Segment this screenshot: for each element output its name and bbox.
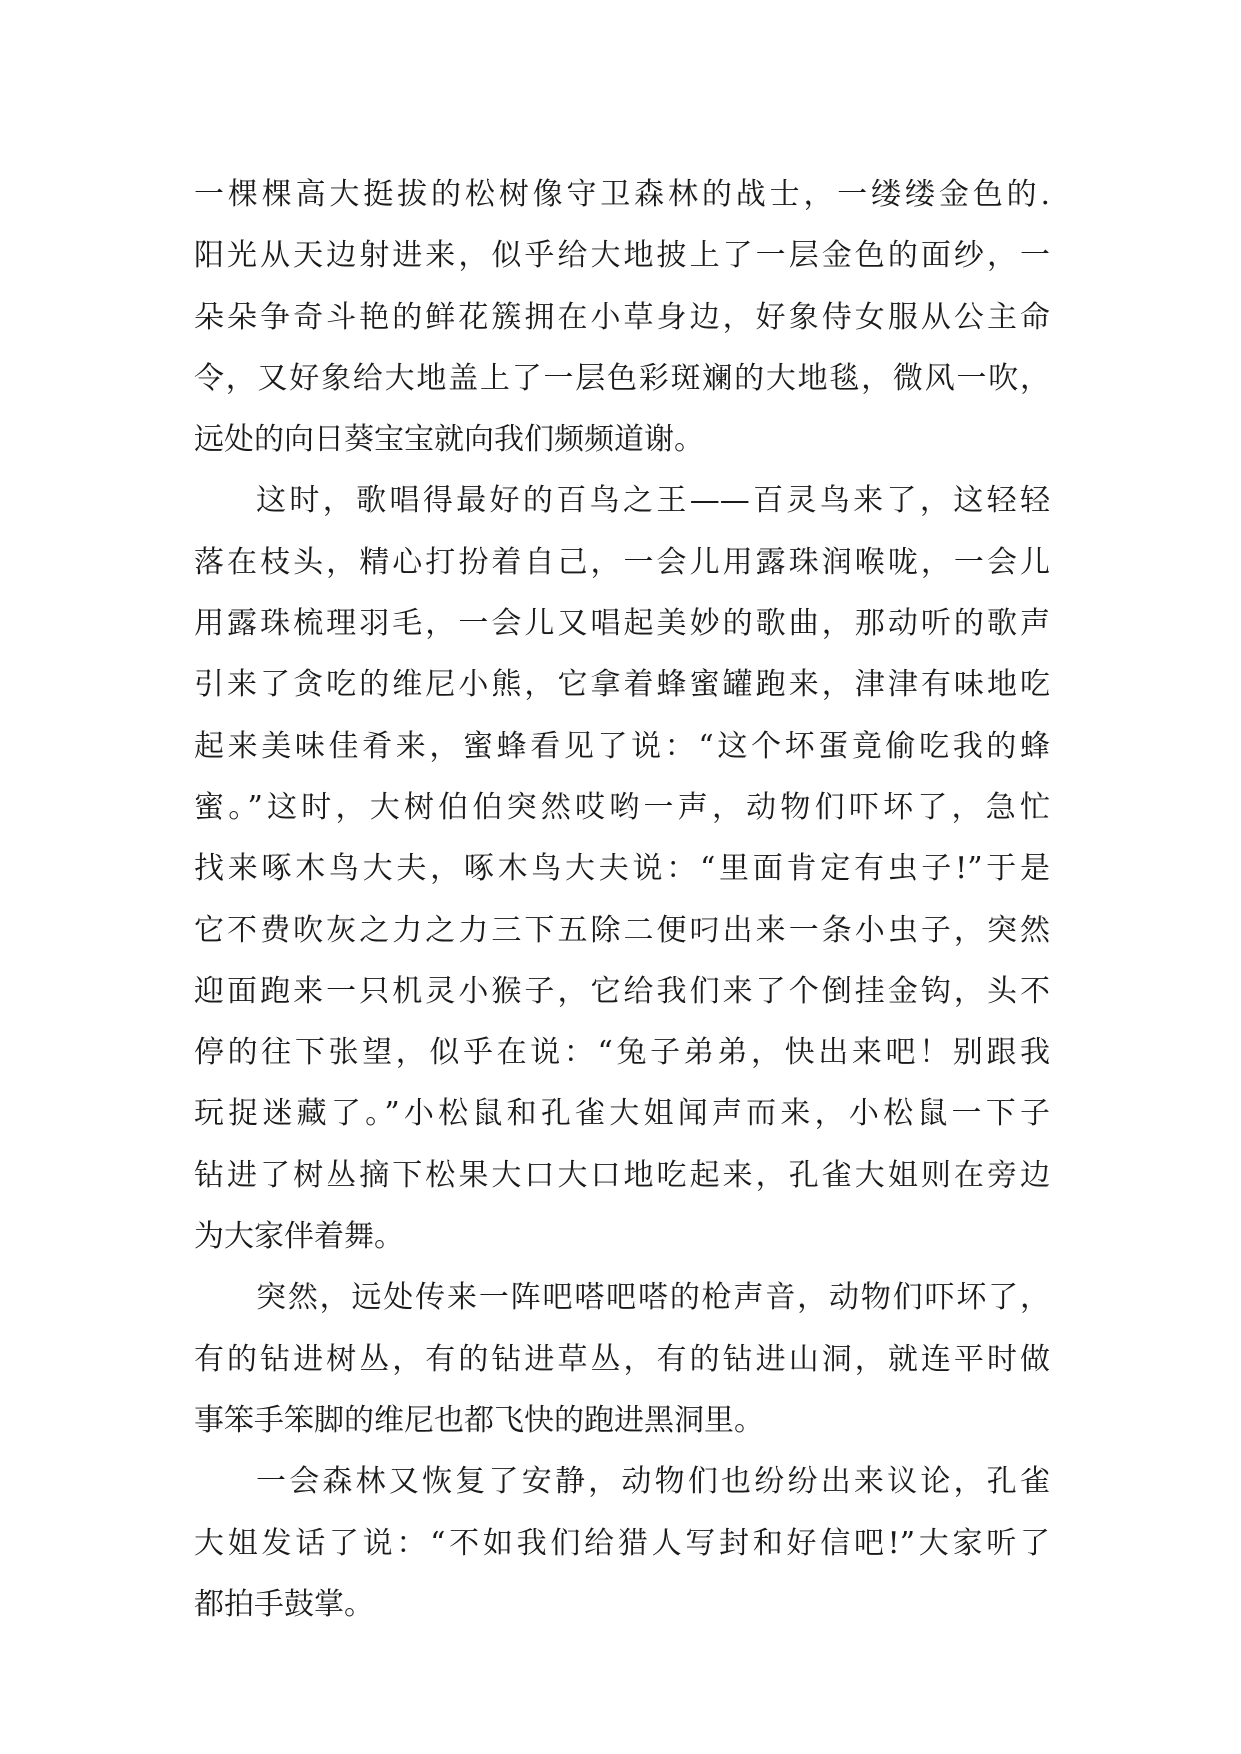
paragraph [194,1267,1050,1451]
text-line: 蜜。”这时，大树伯伯突然哎哟一声，动物们吓坏了，急忙 [194,789,1050,825]
text-line: 用露珠梳理羽毛，一会儿又唱起美妙的歌曲，那动听的歌声 [194,606,1050,642]
text-line: 事笨手笨脚的维尼也都飞快的跑进黑洞里。 [194,1402,764,1438]
text-line: 玩捉迷藏了。”小松鼠和孔雀大姐闻声而来，小松鼠一下子 [194,1096,1050,1132]
text-line: 大姐发话了说：“不如我们给猎人写封和好信吧!”大家听了 [194,1525,1050,1561]
text-line: 令，又好象给大地盖上了一层色彩斑斓的大地毯，微风一吹， [194,360,1050,396]
text-line: 起来美味佳肴来，蜜蜂看见了说：“这个坏蛋竟偷吃我的蜂 [194,728,1050,764]
text-line: 落在枝头，精心打扮着自己，一会儿用露珠润喉咙，一会儿 [194,544,1050,580]
text-line: 一会森林又恢复了安静，动物们也纷纷出来议论，孔雀 [256,1464,1050,1500]
text-line: 阳光从天边射进来，似乎给大地披上了一层金色的面纱，一 [194,238,1050,274]
text-line: 都拍手鼓掌。 [194,1586,374,1622]
text-line: 突然，远处传来一阵吧嗒吧嗒的枪声音，动物们吓坏了， [256,1280,1050,1316]
document-body [194,164,1050,1635]
text-line: 有的钻进树丛，有的钻进草丛，有的钻进山洞，就连平时做 [194,1341,1050,1377]
text-line: 朵朵争奇斗艳的鲜花簇拥在小草身边，好象侍女服从公主命 [194,299,1050,335]
text-line: 钻进了树丛摘下松果大口大口地吃起来，孔雀大姐则在旁边 [194,1157,1050,1193]
text-line: 一棵棵高大挺拔的松树像守卫森林的战士，一缕缕金色的. [194,177,1050,212]
text-line: 这时，歌唱得最好的百鸟之王——百灵鸟来了，这轻轻 [256,483,1050,519]
text-line: 停的往下张望，似乎在说：“兔子弟弟，快出来吧！别跟我 [194,1035,1050,1071]
paragraph [194,164,1050,470]
text-line: 找来啄木鸟大夫，啄木鸟大夫说：“里面肯定有虫子!”于是 [194,851,1050,887]
text-line: 为大家伴着舞。 [194,1219,404,1255]
text-line: 引来了贪吃的维尼小熊，它拿着蜂蜜罐跑来，津津有味地吃 [194,667,1050,703]
text-line: 它不费吹灰之力之力三下五除二便叼出来一条小虫子，突然 [194,912,1050,948]
text-line: 远处的向日葵宝宝就向我们频频道谢。 [194,422,704,458]
text-line: 迎面跑来一只机灵小猴子，它给我们来了个倒挂金钩，头不 [194,973,1050,1009]
paragraph [194,470,1050,1267]
paragraph [194,1451,1050,1635]
